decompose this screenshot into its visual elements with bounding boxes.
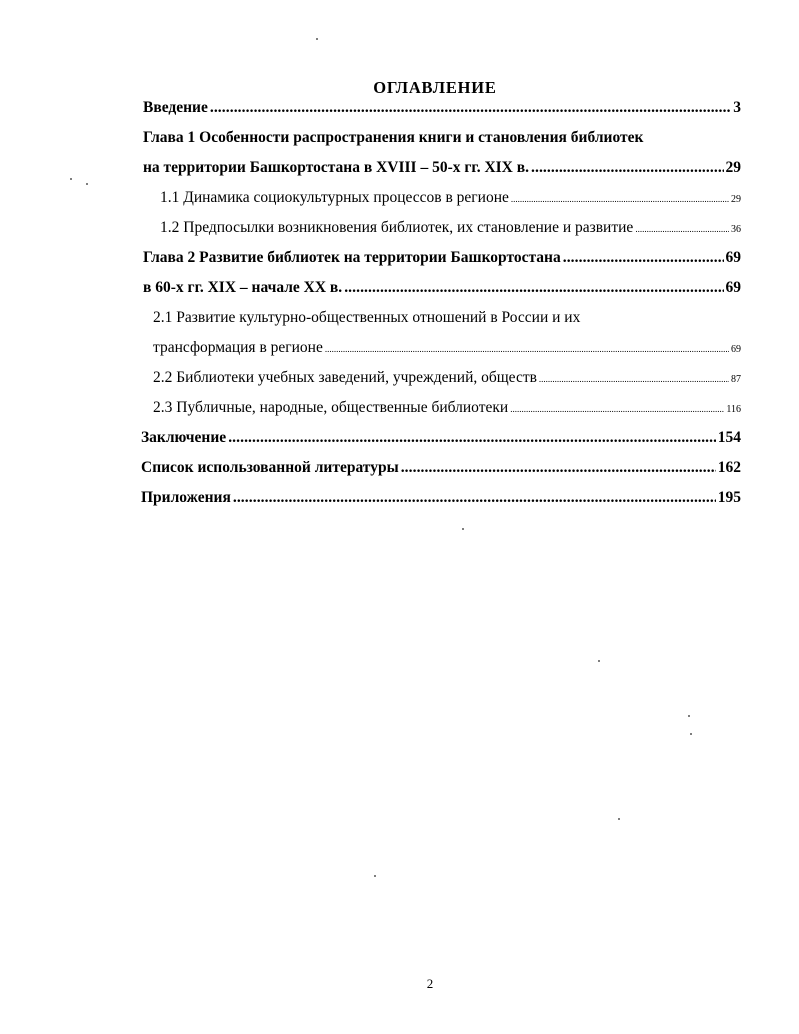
toc-entry-section-1-2 — [160, 220, 741, 236]
toc-entry-section-2-1 — [153, 340, 741, 356]
page-title: ОГЛАВЛЕНИЕ — [373, 78, 497, 97]
toc-entry-conclusion — [141, 430, 741, 446]
toc-entry-section-2-3 — [153, 400, 741, 416]
toc-leader-dots — [228, 430, 716, 446]
scan-speck — [86, 183, 88, 185]
toc-entry-chapter-1-line-1: Глава 1 Особенности распространения книги и становления библиотек — [143, 129, 644, 146]
toc-leader-dots — [531, 160, 724, 176]
toc-entry-introduction — [143, 100, 741, 116]
toc-entry-title: в 60-х гг. XIX – начале XX в. — [143, 279, 343, 296]
scan-speck — [70, 178, 72, 180]
toc-entry-title: 1.2 Предпосылки возникновения библиотек, их становление и развитие — [160, 219, 634, 236]
toc-entry-title: Глава 2 Развитие библиотек на территории Башкортостана — [143, 249, 561, 266]
toc-entry-page: 69 — [725, 279, 741, 296]
toc-entry-page: 36 — [731, 224, 741, 235]
toc-entry-title: Введение — [143, 99, 208, 116]
toc-entry-references — [141, 460, 741, 476]
toc-entry-page: 29 — [731, 194, 741, 205]
toc-entry-page: 69 — [731, 344, 741, 355]
page-number: 2 — [426, 976, 434, 991]
toc-entry-page: 195 — [717, 489, 741, 506]
toc-entry-title: Заключение — [141, 429, 227, 446]
toc-entry-section-2-1-line-1: 2.1 Развитие культурно-общественных отношений в России и их — [153, 309, 581, 326]
toc-leader-dots — [539, 375, 729, 384]
toc-leader-dots — [210, 100, 731, 116]
toc-entry-title: на территории Башкортостана в XVIII – 50-х гг. XIX в. — [143, 159, 529, 176]
toc-entry-chapter-1 — [143, 160, 741, 176]
toc-entry-appendices — [141, 490, 741, 506]
toc-entry-page: 154 — [717, 429, 741, 446]
toc-entry-page: 87 — [731, 374, 741, 385]
toc-entry-chapter-2-line-1 — [143, 250, 741, 266]
scan-speck — [690, 733, 692, 735]
toc-leader-dots — [344, 280, 723, 296]
toc-entry-page: 162 — [717, 459, 741, 476]
scan-speck — [374, 875, 376, 877]
toc-entry-title: Список использованной литературы — [141, 459, 399, 476]
toc-leader-dots — [233, 490, 716, 506]
toc-leader-dots — [563, 250, 724, 266]
toc-leader-dots — [511, 195, 729, 204]
scan-speck — [618, 818, 620, 820]
toc-entry-title: трансформация в регионе — [153, 339, 323, 356]
toc-leader-dots — [635, 225, 729, 234]
toc-entry-title: 2.3 Публичные, народные, общественные библиотеки — [153, 399, 509, 416]
toc-entry-title: 1.1 Динамика социокультурных процессов в регионе — [160, 189, 509, 206]
toc-entry-chapter-2 — [143, 280, 741, 296]
scan-speck — [316, 38, 318, 40]
toc-leader-dots — [401, 460, 716, 476]
toc-entry-title: 2.2 Библиотеки учебных заведений, учреждений, обществ — [153, 369, 537, 386]
toc-entry-page: 3 — [733, 99, 741, 116]
toc-entry-page: 116 — [726, 404, 741, 415]
scan-speck — [598, 660, 600, 662]
scan-speck — [688, 715, 690, 717]
toc-entry-section-2-2 — [153, 370, 741, 386]
toc-entry-title: Приложения — [141, 489, 231, 506]
toc-entry-page: 29 — [725, 159, 741, 176]
toc-leader-dots — [325, 345, 729, 354]
toc-entry-page: 69 — [725, 249, 741, 266]
scan-speck — [462, 528, 464, 530]
toc-leader-dots — [510, 405, 724, 414]
toc-entry-section-1-1 — [160, 190, 741, 206]
